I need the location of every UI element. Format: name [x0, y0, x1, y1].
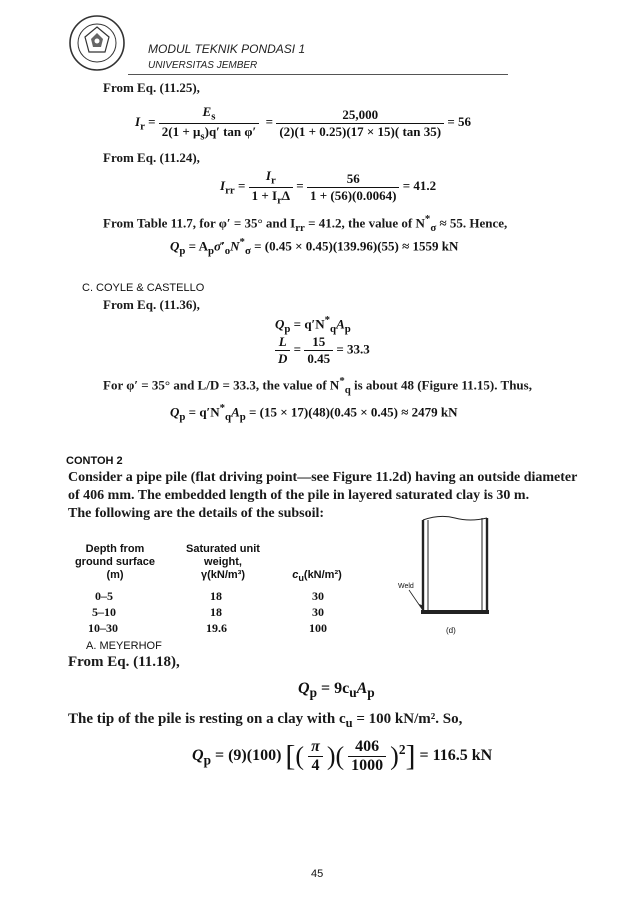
header-subtitle: UNIVERSITAS JEMBER — [148, 60, 258, 71]
university-seal-icon — [68, 14, 126, 72]
equation-qp-coyle-result: $Q_p = q'N^*_qA_p = (15 \times 17)(48)(0.45 \times 0.45) \approx 2479$ kN — [170, 402, 458, 423]
table-cell: 18 — [210, 589, 222, 603]
table-cell: 10–30 — [88, 621, 118, 635]
table-cell: 18 — [210, 605, 222, 619]
equation-ir: $I_r$ = $\frac{E_s}{2(1 + \mu_s)q' \tan \varphi'}$ = $\frac{25,000}{(2)(1 + 0.25)(17 \times 15)( \tan 35)}$ = 56 — [135, 104, 472, 143]
header-rule — [128, 74, 508, 75]
from-eq-1118: From Eq. (11.18), — [68, 654, 180, 670]
table-header-cu: $c_u(kN/m^2)$ — [292, 569, 342, 584]
table-cell: 30 — [312, 589, 324, 603]
table-cell: 30 — [312, 605, 324, 619]
from-eq-1125: From Eq. (11.25), — [103, 80, 200, 95]
table-cell: 5–10 — [92, 605, 116, 619]
from-eq-1136: From Eq. (11.36), — [103, 297, 200, 312]
table-cell: 19.6 — [206, 621, 227, 635]
header-title: MODUL TEKNIK PONDASI 1 — [148, 42, 306, 56]
equation-qp-meyerhof: $Q_p = 9c_uA_p$ — [298, 680, 375, 701]
page-number: 45 — [311, 868, 324, 880]
table-header-depth: Depth from ground surface (m) — [74, 543, 156, 581]
equation-qp-janbu: $Q_p$ = $A_p\sigmā'_oN^*_\sigma = (0.45 \times 0.45)(139.96)(55) \approx 1559$ kN — [170, 236, 459, 257]
meyerhof-text: The tip of the pile is resting on a clay with $c_u = 100$ kN/m². So, — [68, 711, 463, 730]
equation-qp-meyerhof-result: $Q_p = (9)(100)$ [( $\frac{\pi}{4}$ )( $\frac{406}{1000}$ )$^2$] = 116.5 kN — [192, 738, 493, 774]
table-117-text: From Table 11.7, for φ′ = 35° and $I_{rr} = 41.2$, the value of $N^*_\sigma \approx 55$. Hence, — [103, 213, 508, 234]
equation-qp-coyle: $Q_p = q'N^*_qA_p$ — [275, 314, 351, 335]
table-cell: 0–5 — [95, 589, 113, 603]
heading-coyle-castello: C. COYLE & CASTELLO — [82, 282, 205, 294]
pipe-pile-figure — [395, 506, 505, 636]
table-cell: 100 — [309, 621, 327, 635]
table-header-unit-weight: Saturated unit weight, γ(kN/m³) — [186, 543, 260, 581]
problem-line-3: The following are the details of the subsoil: — [68, 506, 325, 521]
heading-meyerhof: A. MEYERHOF — [86, 640, 162, 652]
problem-line-1: Consider a pipe pile (flat driving point—see Figure 11.2d) having an outside diameter — [68, 470, 578, 485]
problem-line-2: of 406 mm. The embedded length of the pile in layered saturated clay is 30 m. — [68, 488, 530, 503]
equation-l-over-d: $\frac{L}{D}$ = $\frac{15}{0.45}$ = 33.3 — [275, 334, 370, 367]
coyle-text: For φ′ = 35° and L/D = 33.3, the value of $N^*_q$ is about 48 (Figure 11.15). Thus, — [103, 375, 532, 396]
pipe-pile-drawing — [395, 506, 505, 636]
equation-irr: $I_{rr}$ = $\frac{I_r}{1 + I_r\Delta}$ = $\frac{56}{1 + (56)(0.0064)}$ = 41.2 — [220, 168, 437, 207]
heading-contoh-2: CONTOH 2 — [66, 455, 123, 467]
from-eq-1124: From Eq. (11.24), — [103, 150, 200, 165]
figure-label-d: (d) — [446, 626, 456, 635]
weld-label: Weld — [398, 583, 414, 590]
university-logo — [68, 14, 126, 72]
